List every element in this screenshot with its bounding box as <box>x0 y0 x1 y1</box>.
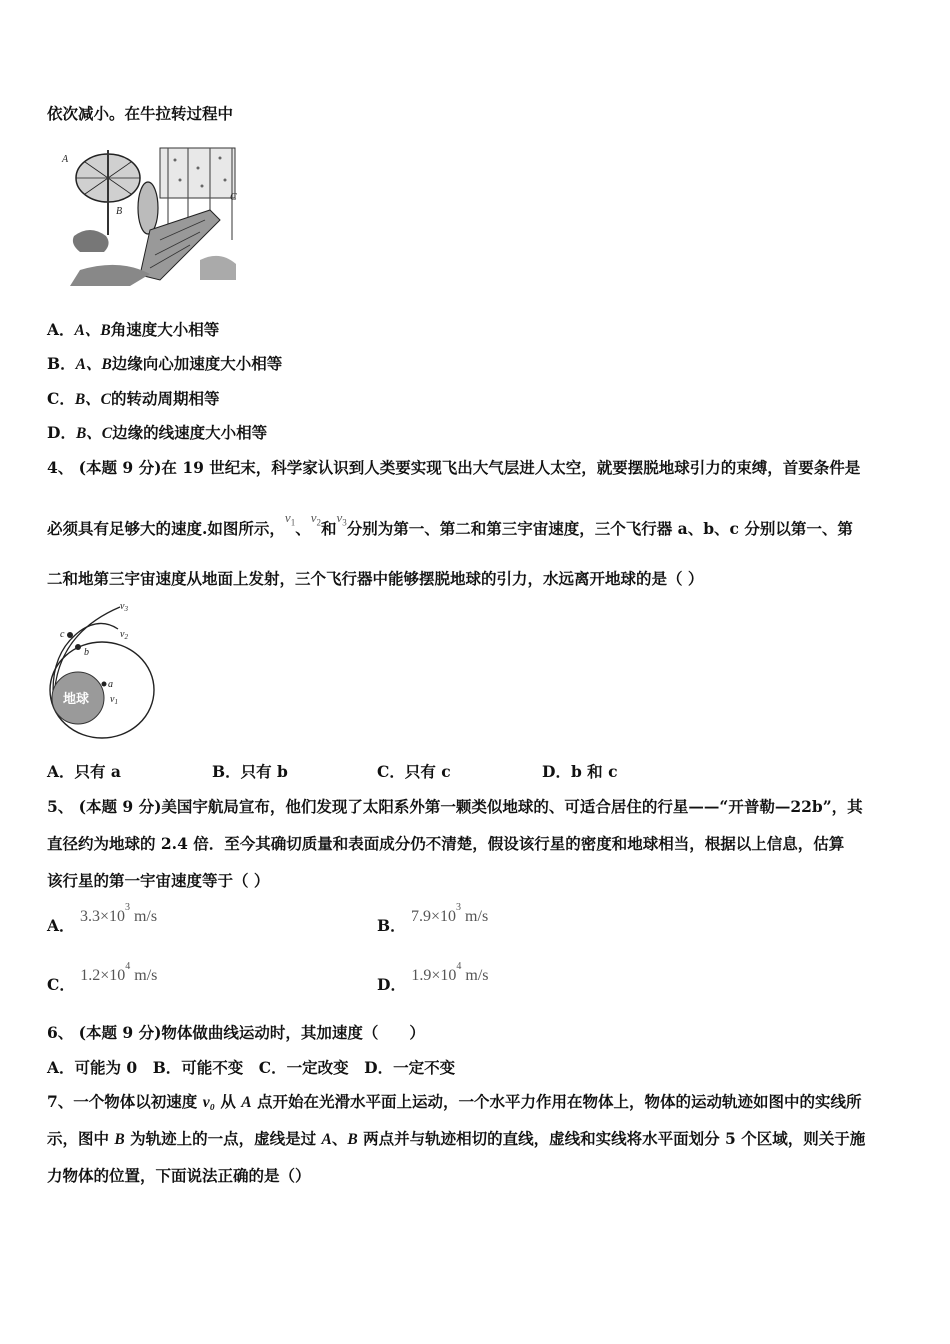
figure-label-b: B <box>116 206 123 217</box>
escape-velocity-diagram <box>40 595 170 745</box>
option-value <box>411 902 489 925</box>
q4-line-2a: 必须具有足够大的速度.如图所示， <box>47 519 285 538</box>
var-v2 <box>310 510 321 528</box>
var-letter: v <box>336 510 343 525</box>
q6-line-1: 6、 (本题 9 分)物体做曲线运动时，其加速度（ ） <box>47 1023 425 1042</box>
option-letter: A． <box>47 916 75 935</box>
option-text: 只有 c <box>404 762 451 781</box>
var-v0: v₀ <box>202 1094 215 1111</box>
figure-label-a: A <box>62 154 69 165</box>
option-letter: A． <box>47 762 75 781</box>
q4-option-c <box>377 760 451 782</box>
value-unit: m/s <box>129 908 158 925</box>
label-v2 <box>120 629 128 641</box>
value-exp: 4 <box>456 961 462 972</box>
option-letter: C． <box>47 389 75 408</box>
value-exp: 3 <box>456 902 462 913</box>
value-base: 1.9×10 <box>411 967 457 984</box>
option-text: b 和 c <box>570 762 618 781</box>
label-v1-sub: 1 <box>114 698 118 706</box>
option-text: 边缘向心加速度大小相等 <box>111 354 283 373</box>
option-text: 只有 b <box>240 762 288 781</box>
q5-option-b <box>377 902 489 936</box>
q4-line-3: 二和地第三宇宙速度从地面上发射，三个飞行器中能够摆脱地球的引力，水远离开地球的是（ ） <box>47 569 704 588</box>
label-v1 <box>110 694 118 706</box>
label-v1-letter: v <box>110 694 115 705</box>
var-sub: 3 <box>342 517 347 528</box>
option-letter: C． <box>47 975 75 994</box>
q3-option-c <box>47 387 220 409</box>
label-b: b <box>84 647 89 658</box>
point-b-label: B <box>114 1131 125 1148</box>
option-letter: D． <box>47 423 76 442</box>
q3-option-b <box>47 352 282 374</box>
intro-line: 依次减小。在牛拉转过程中 <box>47 104 234 123</box>
label-v3-sub: 3 <box>124 605 128 613</box>
figure-label-c: C <box>230 192 237 203</box>
option-value <box>79 902 158 925</box>
option-subject: B、C <box>75 425 113 442</box>
q7-text: 从 <box>214 1092 242 1111</box>
option-letter: D． <box>542 762 571 781</box>
q7-text: 示，图中 <box>47 1129 115 1148</box>
q4-option-b <box>212 760 288 782</box>
option-letter: C． <box>377 762 405 781</box>
q5-line-3: 该行星的第一宇宙速度等于（ ） <box>47 871 270 890</box>
option-value <box>411 961 489 984</box>
point-a <box>102 682 107 687</box>
label-v2-letter: v <box>120 629 125 640</box>
option-text: 只有 a <box>74 762 121 781</box>
q5-option-c <box>47 961 158 995</box>
option-letter: B． <box>47 354 76 373</box>
q5-option-a <box>47 902 158 936</box>
var-v3 <box>336 510 347 528</box>
q3-option-d <box>47 421 267 443</box>
option-letter: A． <box>47 320 75 339</box>
label-v2-sub: 2 <box>124 633 128 641</box>
var-sub: 2 <box>316 517 321 528</box>
value-base: 1.2×10 <box>80 967 126 984</box>
option-letter: B． <box>377 916 406 935</box>
value-exp: 3 <box>124 902 130 913</box>
option-subject: A、B <box>74 322 111 339</box>
q4-option-a <box>47 760 121 782</box>
label-c: c <box>60 629 65 640</box>
orbit-figure <box>40 595 170 745</box>
value-unit: m/s <box>461 908 489 925</box>
option-letter: D． <box>377 975 406 994</box>
q7-text: 两点并与轨迹相切的直线，虚线和实线将水平面划分 5 个区域，则关于施 <box>357 1129 866 1148</box>
option-text: 角速度大小相等 <box>110 320 220 339</box>
var-sub: 1 <box>290 517 296 528</box>
label-v3-letter: v <box>120 601 125 612</box>
q7-line-2 <box>47 1127 865 1149</box>
point-c <box>67 632 73 638</box>
q7-text: 7、一个物体以初速度 <box>47 1092 203 1111</box>
point-b <box>75 644 81 650</box>
q5-option-d <box>377 961 489 995</box>
option-text: 边缘的线速度大小相等 <box>112 423 268 442</box>
q4-option-d <box>542 760 618 782</box>
q7-text: 为轨迹上的一点，虚线是过 <box>124 1129 322 1148</box>
var-letter: v <box>310 510 317 525</box>
q4-line-2 <box>47 510 853 540</box>
value-base: 3.3×10 <box>79 908 125 925</box>
value-unit: m/s <box>130 967 158 984</box>
value-exp: 4 <box>125 961 131 972</box>
ox-driven-waterwheel-drawing-icon <box>60 140 240 292</box>
conjunction: 和 <box>320 519 337 538</box>
q5-line-1: 5、 (本题 9 分)美国宇航局宣布，他们发现了太阳系外第一颗类似地球的、可适合居住的行星——“开普勒—22b”，其 <box>47 797 863 816</box>
q3-option-a <box>47 318 219 340</box>
separator: 、 <box>331 1129 348 1148</box>
q7-text: 点开始在光滑水平面上运动，一个水平力作用在物体上，物体的运动轨迹如图中的实线所 <box>251 1092 862 1111</box>
q7-line-3: 力物体的位置，下面说法正确的是（） <box>47 1166 311 1185</box>
q7-line-1 <box>47 1090 862 1112</box>
option-text: 的转动周期相等 <box>111 389 220 408</box>
earth-label: 地球 <box>63 692 90 707</box>
point-a-label: A <box>241 1094 252 1111</box>
option-subject: A、B <box>75 356 112 373</box>
point-a-label: A <box>321 1131 332 1148</box>
value-base: 7.9×10 <box>411 908 457 925</box>
option-letter: B． <box>212 762 241 781</box>
value-unit: m/s <box>461 967 489 984</box>
separator: 、 <box>295 519 311 538</box>
waterwheel-figure <box>60 140 240 292</box>
option-subject: B、C <box>74 391 112 408</box>
q5-line-2: 直径约为地球的 2.4 倍．至今其确切质量和表面成分仍不清楚，假设该行星的密度和地球相当，根据以上信息，估算 <box>47 834 845 853</box>
label-a: a <box>108 679 113 690</box>
label-v3 <box>120 601 128 613</box>
var-letter: v <box>284 510 291 525</box>
option-value <box>80 961 158 984</box>
q4-line-1: 4、 (本题 9 分)在 19 世纪末，科学家认识到人类要实现飞出大气层进人太空，就要摆脱地球引力的束缚，首要条件是 <box>47 458 861 477</box>
q4-line-2b: 分别为第一、第二和第三宇宙速度，三个飞行器 a、b、c 分别以第一、第 <box>346 519 853 538</box>
var-v1 <box>284 510 296 528</box>
point-b-label: B <box>347 1131 358 1148</box>
q6-options: A．可能为 0 B．可能不变 C．一定改变 D．一定不变 <box>47 1058 456 1077</box>
